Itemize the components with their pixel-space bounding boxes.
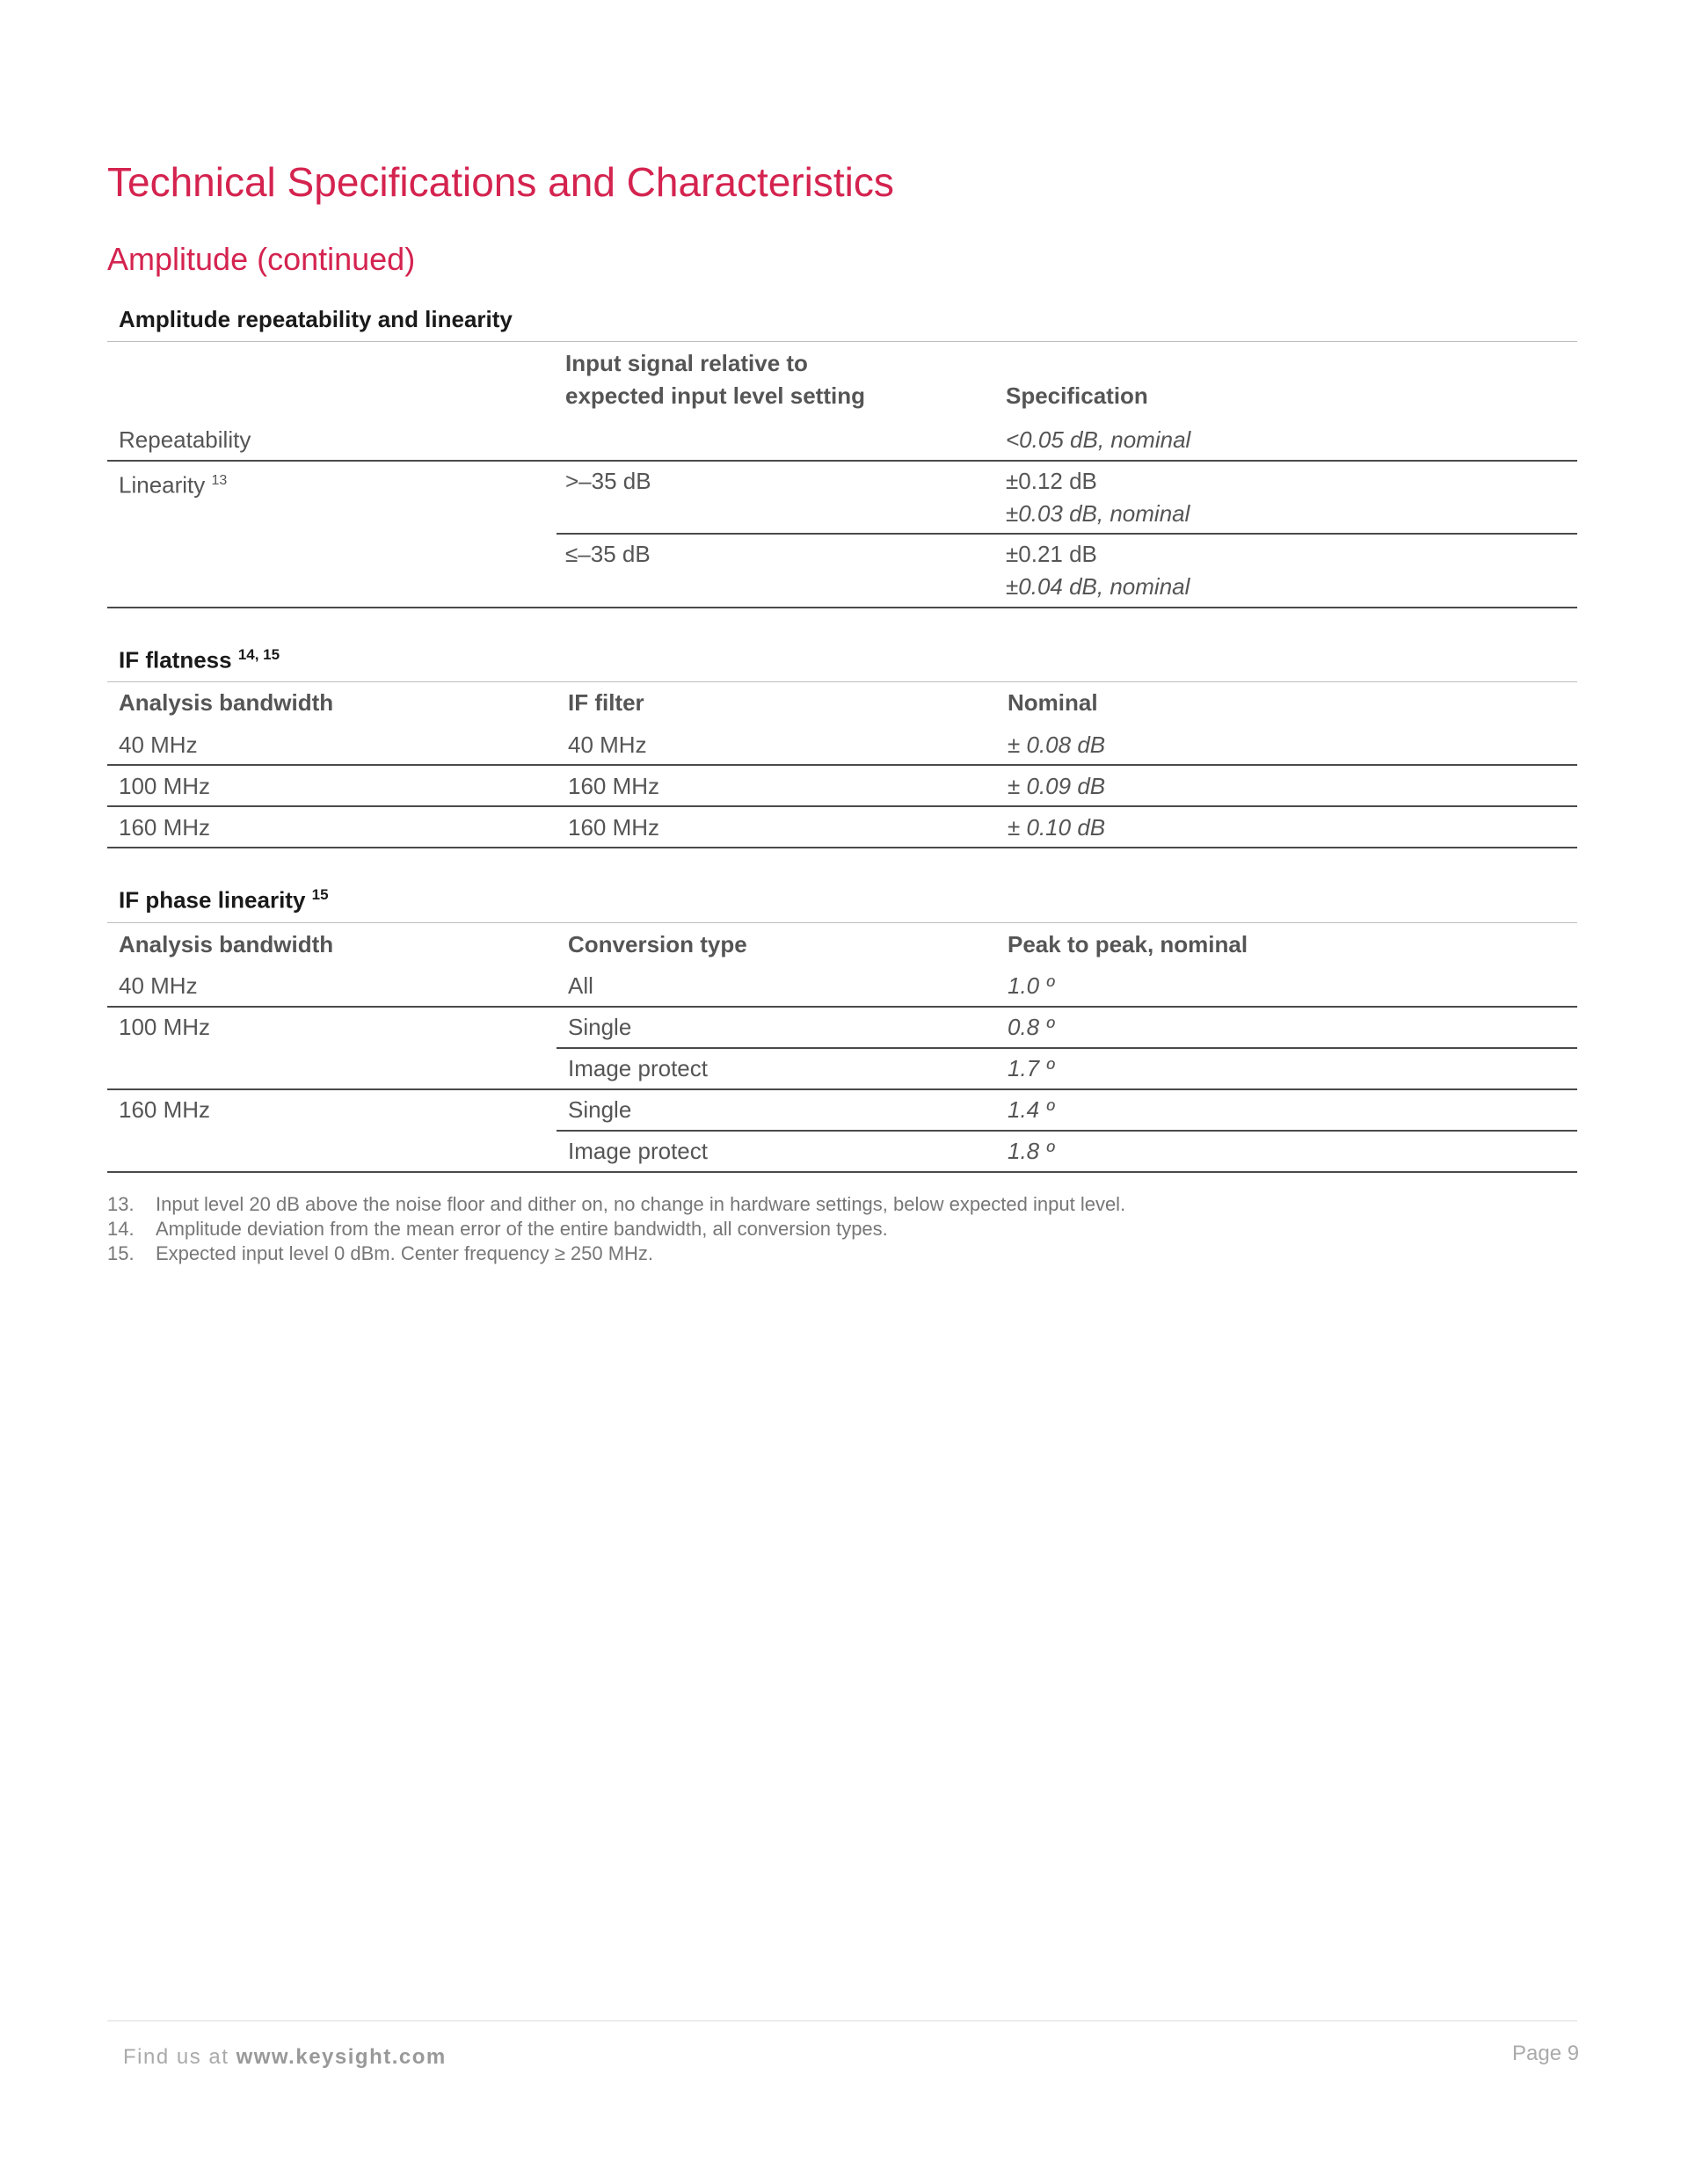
column-header-analysis-bandwidth: Analysis bandwidth <box>119 931 334 957</box>
table-cell: ± 0.10 dB <box>1008 814 1106 841</box>
table-row-divider <box>107 764 1577 766</box>
table-cell: 160 MHz <box>119 1096 211 1123</box>
if-phase-section-title: IF phase linearity $^{15}$ <box>119 886 329 914</box>
footer-link[interactable]: www.keysight.com <box>236 2045 447 2069</box>
divider <box>107 341 1577 342</box>
table-cell: Image protect <box>568 1055 708 1081</box>
table-cell: 40 MHz <box>119 972 198 999</box>
table-bottom-rule <box>107 847 1577 848</box>
footer-find-us: Find us at www.keysight.com <box>123 2045 447 2069</box>
table-row-divider <box>107 1006 1577 1008</box>
table-row-divider <box>107 1088 1577 1090</box>
section-subtitle: Amplitude (continued) <box>107 241 416 277</box>
table-cell: 1.0 º <box>1008 972 1054 999</box>
column-header-input-line2: expected input level setting <box>565 382 865 409</box>
footnote-ref: 14, 15 <box>237 646 280 663</box>
divider <box>107 681 1577 682</box>
footnote-ref: 15 <box>311 886 329 903</box>
footnote: 15. Expected input level 0 dBm. Center frequency ≥ 250 MHz. <box>107 1242 654 1264</box>
divider <box>107 922 1577 923</box>
spec-value: ±0.12 dB <box>1006 468 1097 494</box>
table-cell: ± 0.08 dB <box>1008 732 1106 758</box>
table-row-divider <box>107 805 1577 807</box>
footer-divider <box>107 2020 1577 2021</box>
footnote-ref: 13 <box>211 473 228 488</box>
table-cell: 100 MHz <box>119 773 211 799</box>
table-cell: 40 MHz <box>119 732 198 758</box>
column-header-specification: Specification <box>1006 382 1148 409</box>
page-title: Technical Specifications and Characteristics <box>107 159 894 205</box>
column-header-input-line1: Input signal relative to <box>565 350 808 376</box>
table-cell: 0.8 º <box>1008 1014 1054 1040</box>
table-cell: 160 MHz <box>568 814 660 841</box>
spec-value: <0.05 dB, nominal <box>1006 426 1191 453</box>
table-cell: 1.4 º <box>1008 1096 1054 1123</box>
repeatability-section-title: Amplitude repeatability and linearity <box>119 306 513 332</box>
column-header-peak-to-peak: Peak to peak, nominal <box>1008 931 1248 957</box>
table-cell: 1.8 º <box>1008 1138 1054 1164</box>
if-flatness-section-title: IF flatness $^{14, 15}$ <box>119 646 280 673</box>
table-cell: 160 MHz <box>119 814 211 841</box>
column-header-nominal: Nominal <box>1008 689 1098 716</box>
row-label-repeatability: Repeatability <box>119 426 251 453</box>
table-cell: 1.7 º <box>1008 1055 1054 1081</box>
table-cell: Image protect <box>568 1138 708 1164</box>
table-cell: All <box>568 972 593 999</box>
table-cell: ± 0.09 dB <box>1008 773 1106 799</box>
table-row-divider <box>107 460 1577 462</box>
input-level: ≤–35 dB <box>565 541 651 567</box>
spec-value-nominal: ±0.03 dB, nominal <box>1006 500 1190 527</box>
table-cell: Single <box>568 1014 632 1040</box>
table-row-divider <box>557 533 1577 535</box>
table-cell: 100 MHz <box>119 1014 211 1040</box>
table-cell: Single <box>568 1096 632 1123</box>
spec-value-nominal: ±0.04 dB, nominal <box>1006 573 1190 600</box>
spec-value: ±0.21 dB <box>1006 541 1097 567</box>
table-row-divider <box>557 1047 1577 1049</box>
row-label-linearity: Linearity $^{13}$ <box>119 471 228 499</box>
table-cell: 160 MHz <box>568 773 660 799</box>
table-cell: 40 MHz <box>568 732 647 758</box>
column-header-analysis-bandwidth: Analysis bandwidth <box>119 689 334 716</box>
input-level: >–35 dB <box>565 468 651 494</box>
column-header-conversion-type: Conversion type <box>568 931 747 957</box>
table-bottom-rule <box>107 1171 1577 1173</box>
table-bottom-rule <box>107 607 1577 608</box>
footnote: 13. Input level 20 dB above the noise floor and dither on, no change in hardware settings, below expected input level. <box>107 1193 1126 1215</box>
column-header-if-filter: IF filter <box>568 689 644 716</box>
page-number: Page 9 <box>1512 2042 1580 2065</box>
table-row-divider <box>557 1130 1577 1132</box>
footnote: 14. Amplitude deviation from the mean error of the entire bandwidth, all conversion types. <box>107 1218 888 1240</box>
